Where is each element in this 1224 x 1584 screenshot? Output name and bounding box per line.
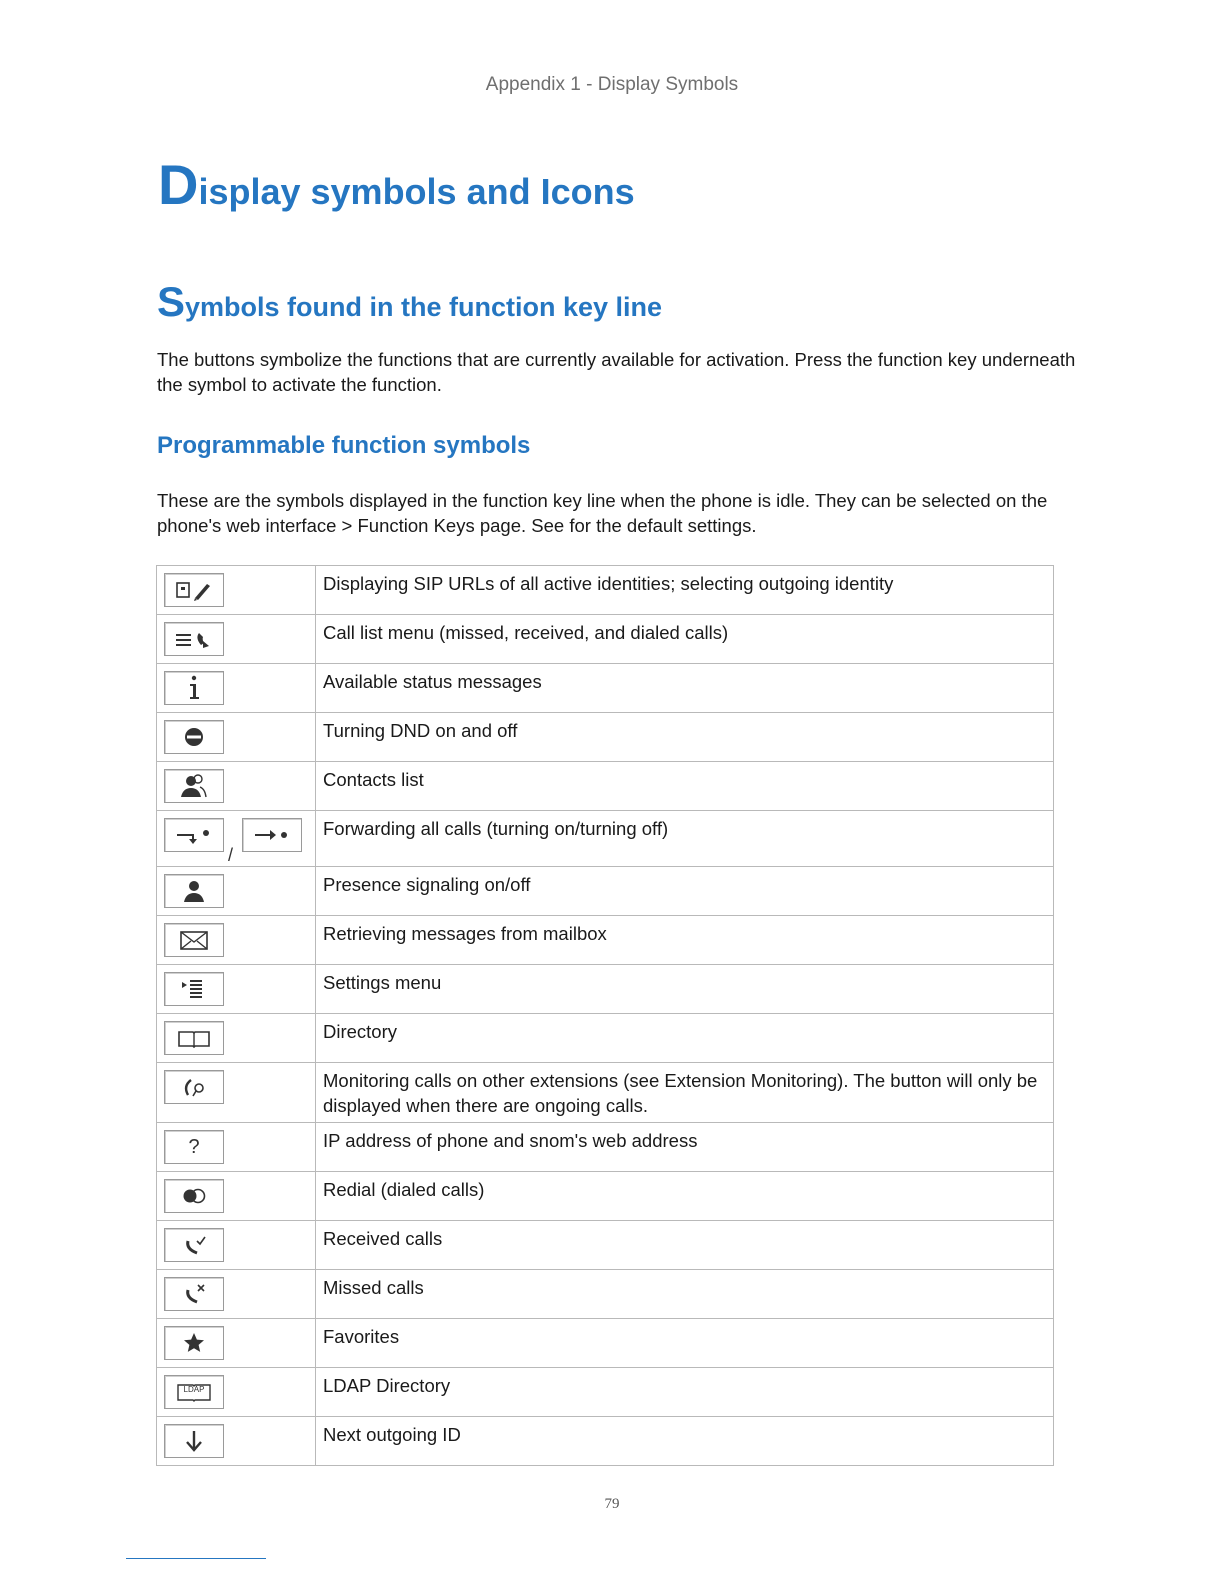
table-row <box>157 1063 1054 1123</box>
description-cell: Call list menu (missed, received, and dialed calls) <box>316 615 1054 664</box>
forwarding-off-icon <box>242 818 302 852</box>
icon-cell <box>157 1270 316 1319</box>
icon-cell <box>157 1221 316 1270</box>
received-calls-icon <box>164 1228 224 1262</box>
contacts-icon <box>164 769 224 803</box>
subsection-paragraph: These are the symbols displayed in the function key line when the phone is idle. They can be selected on the phone's web interface > Function Keys page. See for the default settings. <box>157 490 1048 536</box>
icon-cell <box>157 916 316 965</box>
icon-cell <box>157 1319 316 1368</box>
page-number: 79 <box>604 1496 620 1512</box>
description-cell: Contacts list <box>316 762 1054 811</box>
icon-cell <box>157 664 316 713</box>
icon-cell <box>157 811 316 867</box>
icon-cell <box>157 1417 316 1466</box>
redial-icon <box>164 1179 224 1213</box>
intro-paragraph: The buttons symbolize the functions that are currently available for activation. Press the function key underneath the symbol to activate the function. <box>157 349 1076 395</box>
section-heading <box>157 278 662 326</box>
icon-cell <box>157 1368 316 1417</box>
table-row <box>157 1221 1054 1270</box>
description-cell: Monitoring calls on other extensions (see Extension Monitoring). The button will only be displayed when there are ongoing calls. <box>316 1063 1054 1123</box>
ldap-book-icon <box>164 1375 224 1409</box>
icon-cell <box>157 965 316 1014</box>
missed-calls-icon <box>164 1277 224 1311</box>
table-row <box>157 1368 1054 1417</box>
table-row <box>157 664 1054 713</box>
section-heading-drop-cap: S <box>157 278 186 325</box>
dnd-icon <box>164 720 224 754</box>
table-row <box>157 1123 1054 1172</box>
presence-icon <box>164 874 224 908</box>
table-row <box>157 713 1054 762</box>
arrow-down-icon <box>164 1424 224 1458</box>
icon-cell <box>157 566 316 615</box>
table-row <box>157 867 1054 916</box>
description-cell: Presence signaling on/off <box>316 867 1054 916</box>
section-heading-text: ymbols found in the function key line <box>185 292 663 322</box>
table-row <box>157 615 1054 664</box>
icon-cell <box>157 1123 316 1172</box>
forwarding-separator: / <box>228 845 234 865</box>
table-row <box>157 566 1054 615</box>
icon-cell <box>157 615 316 664</box>
description-cell: LDAP Directory <box>316 1368 1054 1417</box>
description-cell: Forwarding all calls (turning on/turning off) <box>316 811 1054 867</box>
icon-cell <box>157 1172 316 1221</box>
question-icon <box>164 1130 224 1164</box>
icon-cell <box>157 713 316 762</box>
description-cell: Directory <box>316 1014 1054 1063</box>
directory-book-icon <box>164 1021 224 1055</box>
icon-cell <box>157 867 316 916</box>
icon-cell <box>157 1063 316 1123</box>
description-cell: Turning DND on and off <box>316 713 1054 762</box>
description-cell: Redial (dialed calls) <box>316 1172 1054 1221</box>
table-row <box>157 1417 1054 1466</box>
table-row <box>157 916 1054 965</box>
star-icon <box>164 1326 224 1360</box>
description-cell: IP address of phone and snom's web address <box>316 1123 1054 1172</box>
description-cell: Settings menu <box>316 965 1054 1014</box>
table-row <box>157 1014 1054 1063</box>
description-cell: Favorites <box>316 1319 1054 1368</box>
ldap-icon-label: LDAP <box>183 1385 205 1394</box>
page-title <box>158 152 635 217</box>
symbols-table <box>156 565 1054 1466</box>
table-row <box>157 1319 1054 1368</box>
table-row <box>157 1270 1054 1319</box>
table-row <box>157 762 1054 811</box>
description-cell: Missed calls <box>316 1270 1054 1319</box>
settings-menu-icon <box>164 972 224 1006</box>
footnote-divider <box>126 1558 266 1559</box>
identity-pencil-icon <box>164 573 224 607</box>
forwarding-on-icon <box>164 818 224 852</box>
icon-cell <box>157 1014 316 1063</box>
monitoring-icon <box>164 1070 224 1104</box>
running-header: Appendix 1 - Display Symbols <box>485 74 739 95</box>
call-list-icon <box>164 622 224 656</box>
description-cell: Received calls <box>316 1221 1054 1270</box>
table-row <box>157 811 1054 867</box>
description-cell: Displaying SIP URLs of all active identities; selecting outgoing identity <box>316 566 1054 615</box>
description-cell: Available status messages <box>316 664 1054 713</box>
table-row <box>157 1172 1054 1221</box>
info-icon <box>164 671 224 705</box>
mailbox-icon <box>164 923 224 957</box>
description-cell: Next outgoing ID <box>316 1417 1054 1466</box>
description-cell: Retrieving messages from mailbox <box>316 916 1054 965</box>
icon-cell <box>157 762 316 811</box>
table-row <box>157 965 1054 1014</box>
question-icon-glyph: ? <box>188 1135 200 1158</box>
page-title-drop-cap: D <box>158 153 199 216</box>
subsection-heading: Programmable function symbols <box>157 432 531 459</box>
page-title-text: isplay symbols and Icons <box>198 171 635 212</box>
